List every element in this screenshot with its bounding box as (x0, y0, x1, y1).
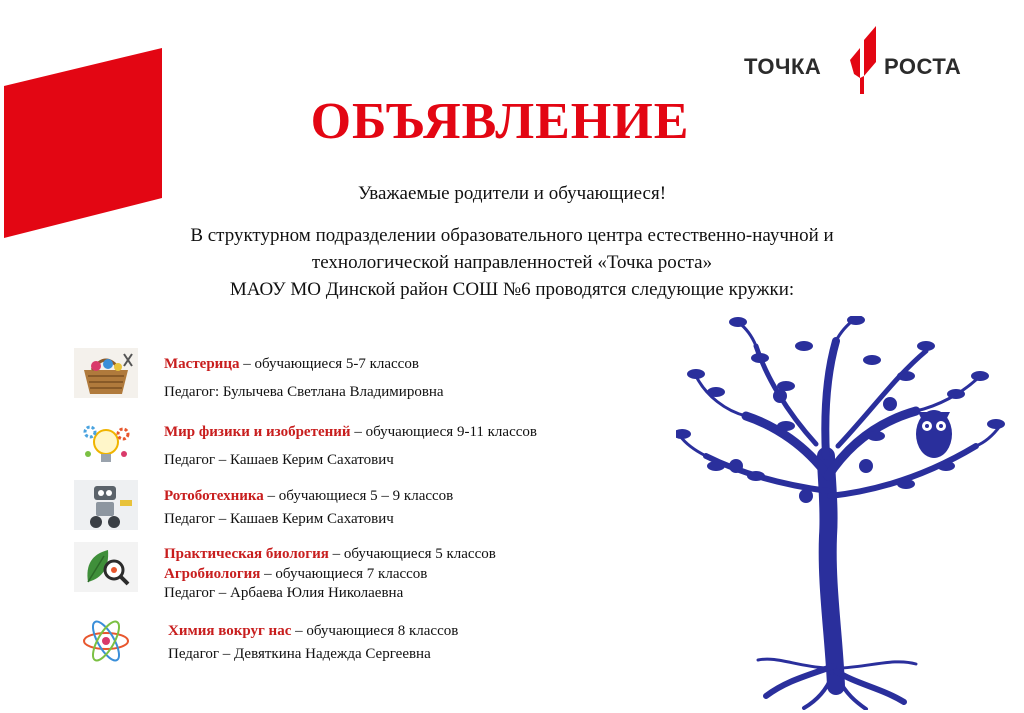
club-name: Практическая биология (164, 546, 329, 562)
basket-icon (74, 348, 138, 398)
atom-icon (74, 616, 138, 666)
intro-line: В структурном подразделении образовательного центра естественно-научной и (190, 225, 834, 246)
club-grades: – обучающиеся 5 классов (328, 546, 496, 562)
club-title-line (164, 422, 537, 442)
club-grades: – обучающиеся 9-11 классов (350, 424, 537, 440)
lightbulb-gears-icon (74, 420, 138, 470)
page-title: ОБЪЯВЛЕНИЕ (310, 93, 690, 150)
club-title-line (164, 564, 427, 584)
club-name: Мир физики и изобретений (164, 424, 351, 440)
club-grades: – обучающиеся 7 классов (260, 566, 428, 582)
club-teacher: Педагог – Арбаева Юлия Николаевна (164, 585, 404, 601)
club-grades: – обучающиеся 8 классов (291, 623, 459, 639)
club-title-line (164, 486, 453, 506)
intro-paragraph (0, 222, 1024, 303)
greeting: Уважаемые родители и обучающиеся! (357, 183, 667, 204)
logo-word-tochka: ТОЧКА (744, 54, 822, 79)
club-name: Мастерица (164, 356, 240, 372)
club-name: Химия вокруг нас (168, 623, 292, 639)
club-teacher: Педагог – Девяткина Надежда Сергеевна (168, 646, 431, 662)
club-grades: – обучающиеся 5 – 9 классов (263, 488, 454, 504)
logo-word-rosta: РОСТА (884, 54, 962, 79)
intro-line: МАОУ МО Динской район СОШ №6 проводятся следующие кружки: (229, 279, 795, 300)
intro-line: технологической направленностей «Точка роста» (311, 252, 713, 273)
club-name: Ротоботехника (164, 488, 264, 504)
club-grades: – обучающиеся 5-7 классов (239, 356, 419, 372)
club-title-line (168, 621, 458, 641)
tochka-rosta-logo (742, 26, 982, 96)
logo-mark-icon (842, 26, 882, 96)
robot-icon (74, 480, 138, 530)
club-name: Агробиология (164, 566, 261, 582)
club-teacher: Педагог – Кашаев Керим Сахатович (164, 452, 394, 468)
club-teacher: Педагог – Кашаев Керим Сахатович (164, 511, 394, 527)
club-teacher: Педагог: Булычева Светлана Владимировна (164, 384, 444, 400)
club-title-line (164, 354, 419, 374)
tree-owl-icon (676, 316, 1006, 710)
club-title-line (164, 544, 496, 564)
leaf-magnifier-icon (74, 542, 138, 592)
